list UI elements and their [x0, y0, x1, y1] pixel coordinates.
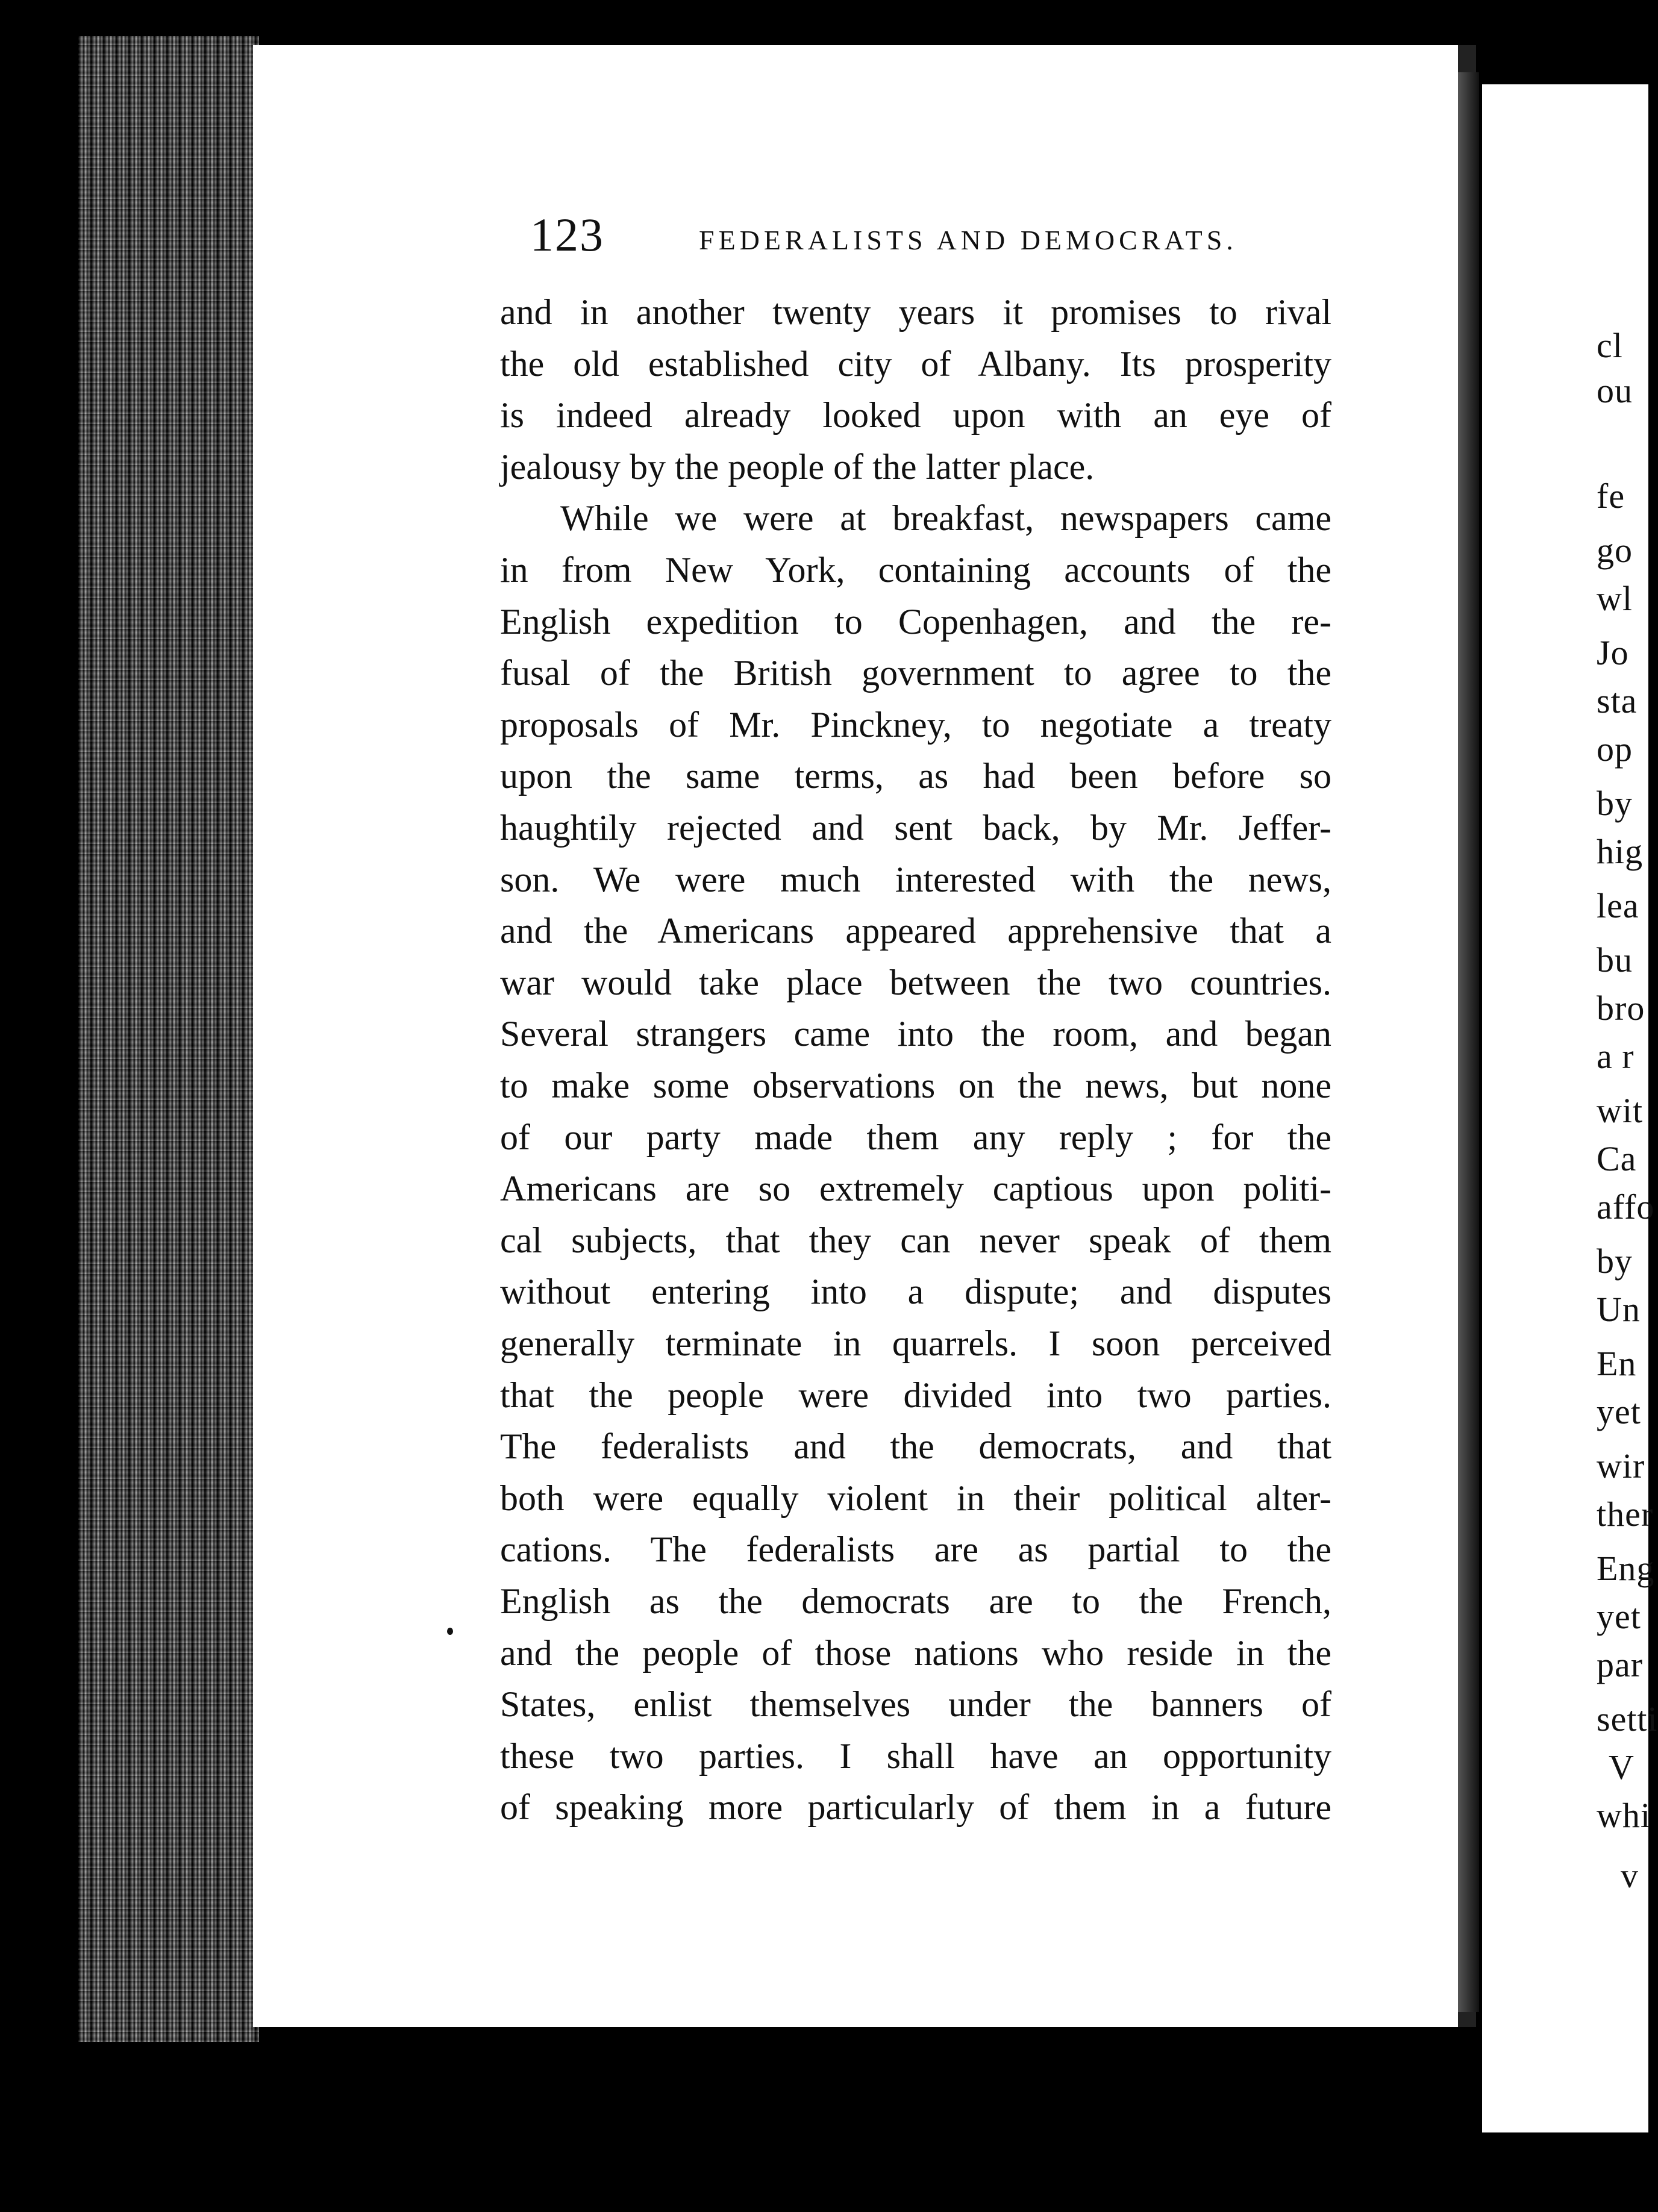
facing-page-fragment: V — [1609, 1748, 1635, 1787]
facing-page-fragment: ther — [1597, 1495, 1654, 1534]
text-line: fusal of the British government to agree to the — [500, 653, 1331, 693]
text-line: and in another twenty years it promises to rival — [500, 292, 1331, 332]
facing-page-fragment: fe — [1597, 476, 1625, 516]
text-line: and the people of those nations who reside in the — [500, 1633, 1331, 1673]
facing-page-fragment: Jo — [1597, 633, 1629, 672]
facing-page-fragment: par — [1597, 1645, 1644, 1684]
text-line: English as the democrats are to the French, — [500, 1581, 1331, 1621]
text-line: haughtily rejected and sent back, by Mr. Jeffer- — [500, 808, 1331, 848]
text-line: war would take place between the two countries. — [500, 963, 1331, 1002]
text-line: of speaking more particularly of them in a future — [500, 1787, 1331, 1827]
facing-page-fragment: cl — [1597, 326, 1623, 365]
text-line: that the people were divided into two parties. — [500, 1375, 1331, 1415]
text-line: to make some observations on the news, but none — [500, 1066, 1331, 1105]
text-line: proposals of Mr. Pinckney, to negotiate a treaty — [500, 705, 1331, 745]
facing-page-fragment: by — [1597, 784, 1633, 823]
text-line: generally terminate in quarrels. I soon perceived — [500, 1323, 1331, 1363]
text-line: upon the same terms, as had been before so — [500, 756, 1331, 796]
running-title: FEDERALISTS AND DEMOCRATS. — [699, 225, 1237, 255]
facing-page-fragment: ou — [1597, 371, 1633, 410]
text-line: these two parties. I shall have an opportunity — [500, 1736, 1331, 1776]
page-gutter-shadow — [1458, 72, 1479, 2012]
text-line: is indeed already looked upon with an eye of — [500, 395, 1331, 435]
facing-page-fragment: v — [1621, 1856, 1639, 1895]
facing-page-fragment: En — [1597, 1344, 1637, 1383]
facing-page-fragment: lea — [1597, 886, 1639, 925]
facing-page-fragment: bu — [1597, 940, 1633, 979]
facing-page-fragment: wl — [1597, 579, 1633, 618]
book-page-edges — [78, 36, 259, 2042]
text-line: of our party made them any reply ; for the — [500, 1117, 1331, 1157]
facing-page-fragment: yet — [1597, 1392, 1641, 1431]
text-line: cal subjects, that they can never speak of them — [500, 1220, 1331, 1260]
text-line: the old established city of Albany. Its prosperity — [500, 344, 1331, 384]
facing-page-fragment: yet — [1597, 1597, 1641, 1636]
text-line: and the Americans appeared apprehensive that a — [500, 911, 1331, 951]
text-line: son. We were much interested with the news, — [500, 860, 1331, 899]
facing-page-fragment: affo — [1597, 1187, 1655, 1226]
facing-page-fragment: op — [1597, 730, 1633, 769]
facing-page-fragment: Eng — [1597, 1549, 1655, 1588]
text-line: The federalists and the democrats, and that — [500, 1426, 1331, 1466]
text-line: English expedition to Copenhagen, and the re- — [500, 602, 1331, 642]
facing-page-fragment: whi — [1597, 1796, 1651, 1835]
text-line: both were equally violent in their political alter- — [500, 1478, 1331, 1518]
text-line: in from New York, containing accounts of the — [500, 550, 1331, 590]
facing-page-fragment: by — [1597, 1242, 1633, 1281]
facing-page-fragment: sta — [1597, 681, 1638, 720]
facing-page-fragment: hig — [1597, 832, 1644, 871]
text-line: jealousy by the people of the latter place. — [500, 447, 1095, 487]
facing-page-fragment: Ca — [1597, 1139, 1637, 1178]
text-line: States, enlist themselves under the banners of — [500, 1684, 1331, 1724]
facing-page-fragment: bro — [1597, 989, 1645, 1028]
facing-page-fragment: wir — [1597, 1446, 1645, 1486]
facing-page-fragment: a r — [1597, 1037, 1635, 1076]
facing-page-fragment: Un — [1597, 1290, 1641, 1329]
ink-mark — [447, 1628, 453, 1635]
page-number: 123 — [530, 208, 604, 261]
text-line: While we were at breakfast, newspapers came — [560, 498, 1331, 538]
text-line: Americans are so extremely captious upon politi- — [500, 1169, 1331, 1208]
text-line: without entering into a dispute; and disputes — [500, 1272, 1331, 1311]
text-line: Several strangers came into the room, and began — [500, 1014, 1331, 1054]
facing-page-fragment: wit — [1597, 1091, 1644, 1130]
text-line: cations. The federalists are as partial to the — [500, 1529, 1331, 1569]
facing-page-fragment: setti — [1597, 1699, 1658, 1739]
facing-page-fragment: go — [1597, 531, 1633, 570]
